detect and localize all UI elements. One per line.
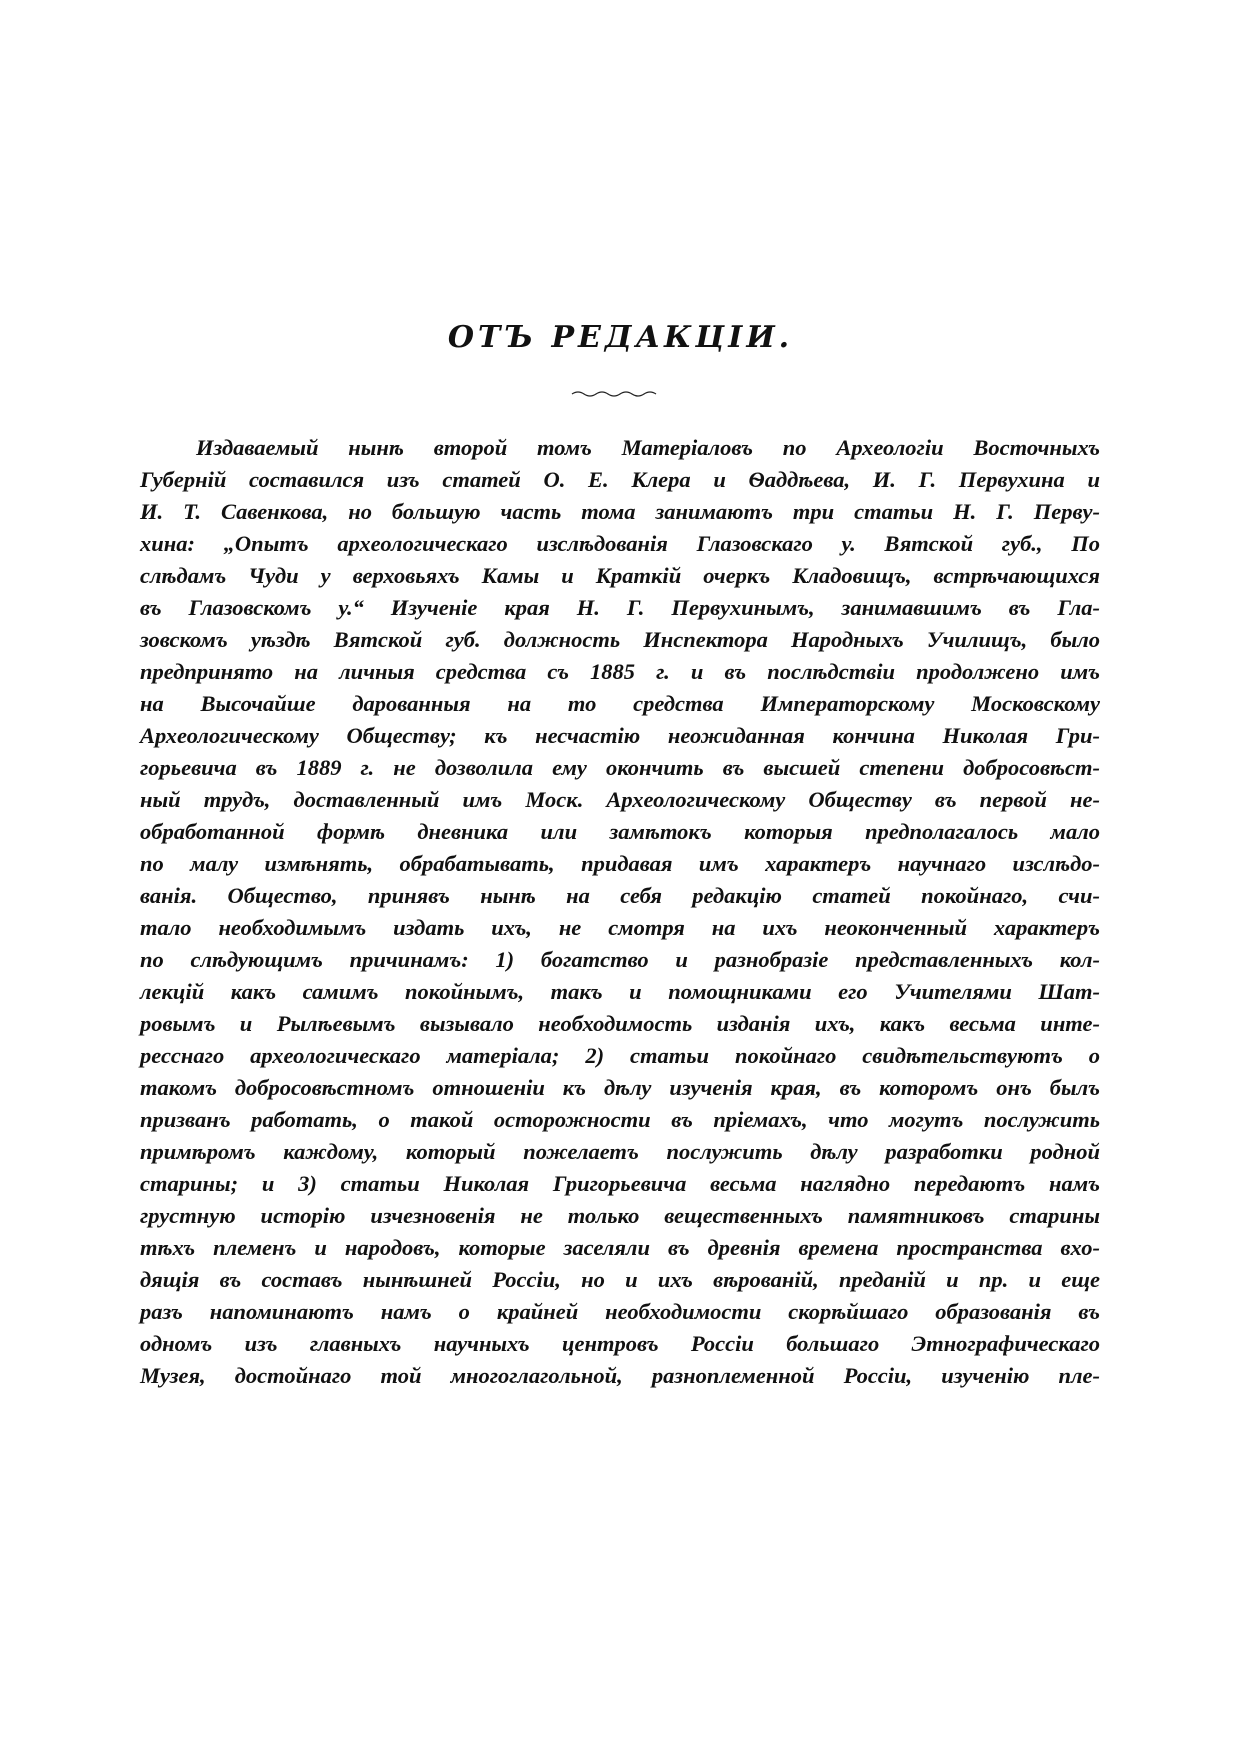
paragraph-line: призванъ работать, о такой осторожности въ пріемахъ, что могутъ послужить — [140, 1107, 1100, 1132]
paragraph-line: дящія въ составъ нынѣшней Россіи, но и ихъ вѣрованій, преданій и пр. и еще — [140, 1267, 1100, 1292]
paragraph-line: слѣдамъ Чуди у верховьяхъ Камы и Краткій очеркъ Кладовищъ, встрѣчающихся — [140, 563, 1100, 588]
paragraph-line: ровымъ и Рылѣевымъ вызывало необходимость изданія ихъ, какъ весьма инте- — [140, 1011, 1100, 1036]
paragraph-line: ванія. Общество, принявъ нынѣ на себя редакцію статей покойнаго, счи- — [140, 883, 1100, 908]
paragraph-line: И. Т. Савенкова, но большую часть тома занимаютъ три статьи Н. Г. Перву- — [140, 499, 1100, 524]
paragraph-line: старины; и 3) статьи Николая Григорьевича весьма наглядно передаютъ намъ — [140, 1171, 1100, 1196]
paragraph-line: разъ напоминаютъ намъ о крайней необходимости скорѣйшаго образованія въ — [140, 1299, 1100, 1324]
paragraph-line: Издаваемый нынѣ второй томъ Матеріаловъ по Археологіи Восточныхъ — [196, 435, 1100, 460]
paragraph-line: предпринято на личныя средства съ 1885 г. и въ послѣдствіи продолжено имъ — [140, 659, 1100, 684]
paragraph-line: Музея, достойнаго той многоглагольной, разноплеменной Россіи, изученію пле- — [140, 1363, 1100, 1388]
paragraph-line: тѣхъ племенъ и народовъ, которые заселяли въ древнія времена пространства вхо- — [140, 1235, 1100, 1260]
paragraph-line: по слѣдующимъ причинамъ: 1) богатство и разнобразіе представленныхъ кол- — [140, 947, 1100, 972]
page-title: ОТЪ РЕДАКЦІИ. — [447, 320, 794, 355]
wavy-rule-ornament-icon — [570, 388, 660, 398]
paragraph-line: по малу измѣнять, обрабатывать, придавая имъ характеръ научнаго изслѣдо- — [140, 851, 1100, 876]
paragraph-line: Археологическому Обществу; къ несчастію неожиданная кончина Николая Гри- — [140, 723, 1100, 748]
paragraph-line: хина: „Опытъ археологическаго изслѣдованія Глазовскаго у. Вятской губ., По — [140, 531, 1100, 556]
paragraph-line: ный трудъ, доставленный имъ Моск. Археологическому Обществу въ первой не- — [140, 787, 1100, 812]
paragraph-line: Губерній составился изъ статей О. Е. Клера и Ѳаддѣева, И. Г. Первухина и — [140, 467, 1100, 492]
paragraph-line: ресснаго археологическаго матеріала; 2) статьи покойнаго свидѣтельствуютъ о — [140, 1043, 1100, 1068]
paragraph-line: въ Глазовскомъ у.“ Изученіе края Н. Г. Первухинымъ, занимавшимъ въ Гла- — [140, 595, 1100, 620]
paragraph-line: обработанной формѣ дневника или замѣтокъ которыя предполагалось мало — [140, 819, 1100, 844]
paragraph-line: одномъ изъ главныхъ научныхъ центровъ Россіи большаго Этнографическаго — [140, 1331, 1100, 1356]
body-paragraph — [140, 432, 1100, 1392]
paragraph-line: горьевича въ 1889 г. не дозволила ему окончить въ высшей степени добросовѣст- — [140, 755, 1100, 780]
paragraph-line: лекцій какъ самимъ покойнымъ, такъ и помощниками его Учителями Шат- — [140, 979, 1100, 1004]
paragraph-line: зовскомъ уѣздѣ Вятской губ. должность Инспектора Народныхъ Училищъ, было — [140, 627, 1100, 652]
paragraph-line: примѣромъ каждому, который пожелаетъ послужить дѣлу разработки родной — [140, 1139, 1100, 1164]
paragraph-line: на Высочайше дарованныя на то средства Императорскому Московскому — [140, 691, 1100, 716]
paragraph-line: тало необходимымъ издать ихъ, не смотря на ихъ неоконченный характеръ — [140, 915, 1100, 940]
paragraph-line: грустную исторію изчезновенія не только вещественныхъ памятниковъ старины — [140, 1203, 1100, 1228]
paragraph-line: такомъ добросовѣстномъ отношеніи къ дѣлу изученія края, въ которомъ онъ былъ — [140, 1075, 1100, 1100]
